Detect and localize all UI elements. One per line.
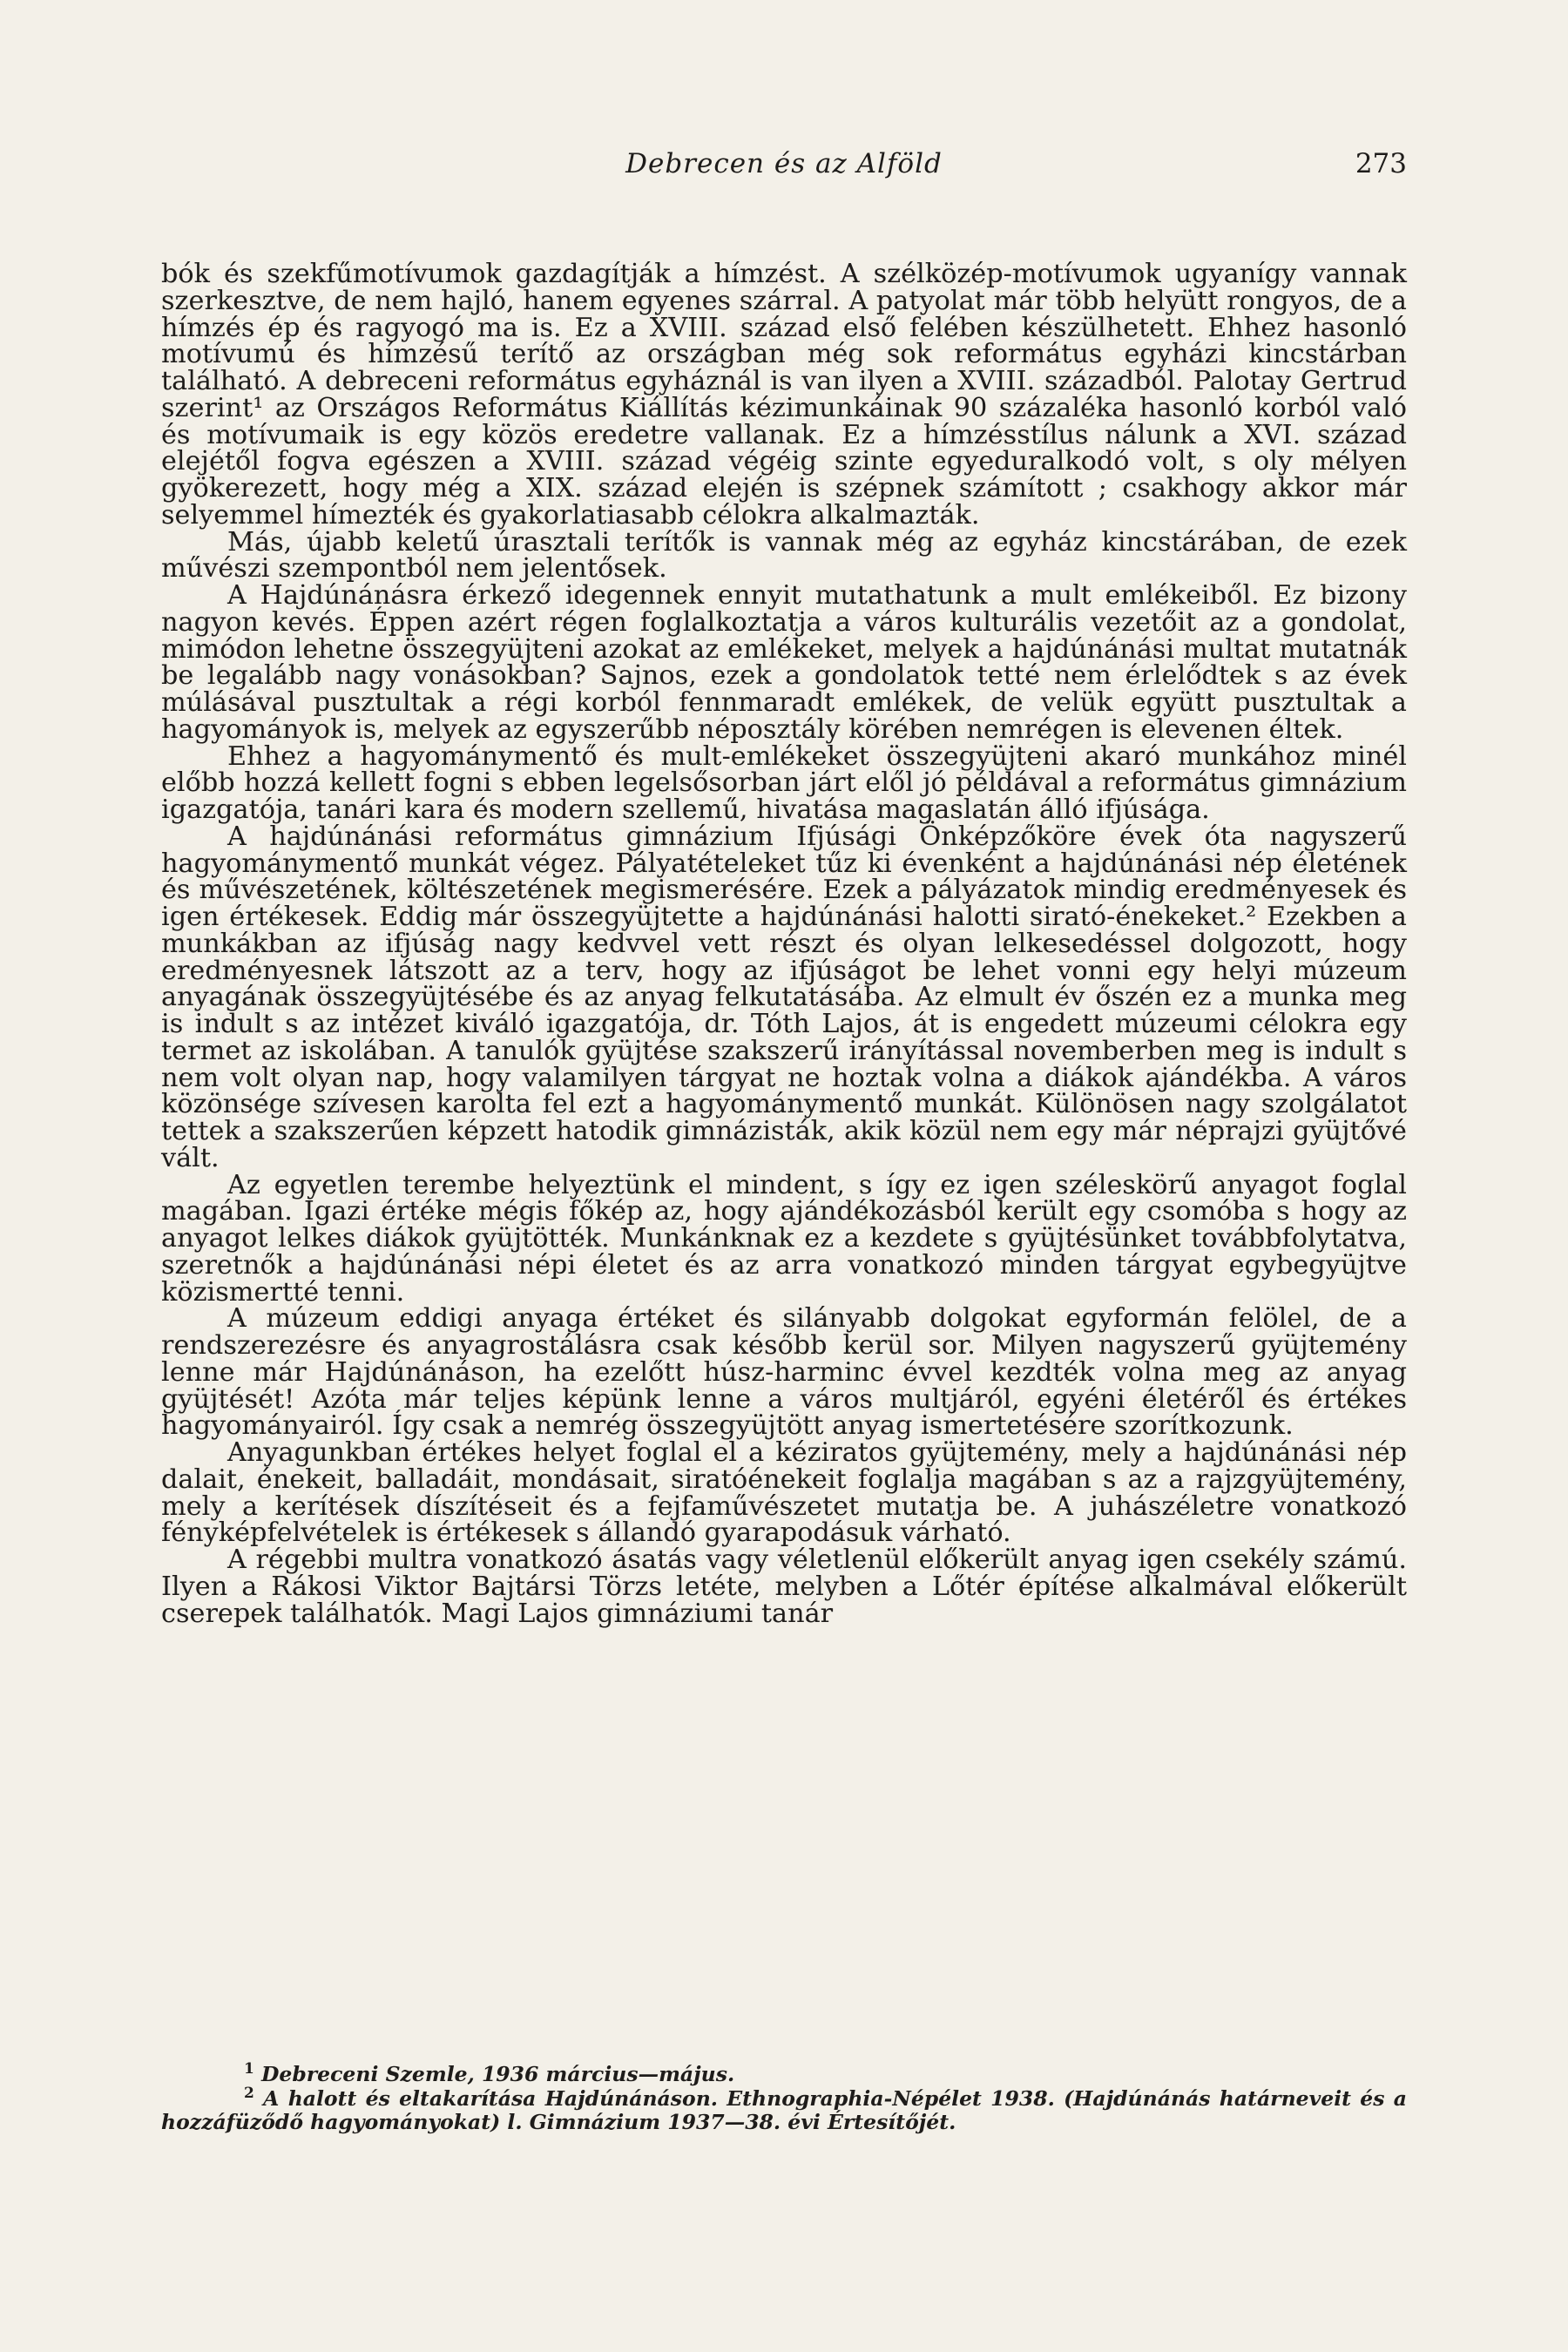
footnote-mark: 1 [244,2060,254,2078]
paragraph: A múzeum eddigi anyaga értéket és silányabb dolgokat egyformán felölel, de a rendszerezésre és anyagrostálásra csak később kerül sor. Milyen nagyszerű gyüjtemény lenne már Hajdúnánáson, ha ezelőtt húsz-harminc évvel kezdték volna meg az anyag gyüjtését! Azóta már teljes képünk lenne a város multjáról, egyéni életéről és értékes hagyományairól. Így csak a nemrég összegyüjtött anyag ismertetésére szorítkozunk. [161,1303,1407,1442]
footnote-text: Debreceni Szemle, 1936 március—május. [261,2062,735,2086]
page-number: 273 [1355,148,1407,179]
paragraph: Az egyetlen terembe helyeztünk el mindent, s így ez igen széleskörű anyagot foglal magában. Igazi értéke mégis főkép az, hogy ajándékozásból került egy csomóba s hogy az anyagot lelkes diákok gyüjtötték. Munkánknak ez a kezdete s gyüjtésünket továbbfolytatva, szeretnők a hajdúnánási népi életet és az arra vonatkozó minden tárgyat egybegyüjtve közismertté tenni. [161,1169,1407,1308]
running-header [161,148,1407,192]
footnote-mark: 2 [244,2084,254,2102]
footnote [161,2060,1407,2087]
footnote-text: A halott és eltakarítása Hajdúnánáson. Ethnographia-Népélet 1938. (Hajdúnánás határneveit és a hozzáfüződő hagyományokat) l. Gimnázium 1937—38. évi Értesítőjét. [161,2085,1407,2134]
footnote [161,2084,1407,2135]
paragraph: Anyagunkban értékes helyet foglal el a kéziratos gyüjtemény, mely a hajdúnánási nép dalait, énekeit, balladáit, mondásait, siratóénekeit foglalja magában s az a rajzgyüjtemény, mely a kerítések díszítéseit és a fejfaművészetet mutatja be. A juhászéletre vonatkozó fényképfelvételek is értékesek s állandó gyarapodásuk várható. [161,1437,1407,1549]
paragraph: A régebbi multra vonatkozó ásatás vagy véletlenül előkerült anyag igen csekély számú. Ilyen a Rákosi Viktor Bajtársi Törzs letéte, melyben a Lőtér építése alkalmával előkerült cserepek találhatók. Magi Lajos gimnáziumi tanár [161,1544,1407,1629]
paragraph: bók és szekfűmotívumok gazdagítják a hímzést. A szélközép-motívumok ugyanígy vannak szerkesztve, de nem hajló, hanem egyenes szárral. A patyolat már több helyütt rongyos, de a hímzés ép és ragyogó ma is. Ez a XVIII. század első felében készülhetett. Ehhez hasonló motívumú és hímzésű terítő az országban még sok református egyházi kincstárban található. A debreceni református egyháznál is van ilyen a XVIII. századból. Palotay Gertrud szerint¹ az Országos Református Kiállítás kézimunkáinak 90 százaléka hasonló korból való és motívumaik is egy közös eredetre vallanak. Ez a hímzésstílus nálunk a XVI. század elejétől fogva egészen a XVIII. század végéig szinte egyeduralkodó volt, s oly mélyen gyökerezett, hogy még a XIX. század elején is szépnek számított ; csakhogy akkor már selyemmel hímezték és gyakorlatiasabb célokra alkalmazták. [161,259,1407,531]
paragraph: A hajdúnánási református gimnázium Ifjúsági Önképzőköre évek óta nagyszerű hagyománymentő munkát végez. Pályatételeket tűz ki évenként a hajdúnánási nép életének és művészetének, költészetének megismerésére. Ezek a pályázatok mindig eredményesek és igen értékesek. Eddig már összegyüjtette a hajdúnánási halotti sirató-énekeket.² Ezekben a munkákban az ifjúság nagy kedvvel vett részt és olyan lelkesedéssel dolgozott, hogy eredményesnek látszott az a terv, hogy az ifjúságot be lehet vonni egy helyi múzeum anyagának összegyüjtésébe és az anyag felkutatásába. Az elmult év őszén ez a munka meg is indult s az intézet kiváló igazgatója, dr. Tóth Lajos, át is engedett múzeumi célokra egy termet az iskolában. A tanulók gyüjtése szakszerű irányítással novemberben meg is indult s nem volt olyan nap, hogy valamilyen tárgyat ne hoztak volna a diákok ajándékba. A város közönsége szívesen karolta fel ezt a hagyománymentő munkát. Különösen nagy szolgálatot tettek a szakszerűen képzett hatodik gimnázisták, akik közül nem egy már néprajzi gyüjtővé vált. [161,821,1407,1173]
body-text [161,261,1407,1627]
paragraph: A Hajdúnánásra érkező idegennek ennyit mutathatunk a mult emlékeiből. Ez bizony nagyon kevés. Éppen azért régen foglalkoztatja a város kulturális vezetőit az a gondolat, mimódon lehetne összegyüjteni azokat az emlékeket, melyek a hajdúnánási multat mutatnák be legalább nagy vonásokban? Sajnos, ezek a gondolatok tetté nem érlelődtek s az évek múlásával pusztultak a régi korból fennmaradt emlékek, de velük együtt pusztultak a hagyományok is, melyek az egyszerűbb néposztály körében nemrégen is elevenen éltek. [161,580,1407,745]
footnotes [161,2060,1407,2135]
paragraph: Más, újabb keletű úrasztali terítők is vannak még az egyház kincstárában, de ezek művészi szempontból nem jelentősek. [161,526,1407,585]
paragraph: Ehhez a hagyománymentő és mult-emlékeket összegyüjteni akaró munkához minél előbb hozzá kellett fogni s ebben legelsősorban járt elől jó példával a református gimnázium igazgatója, tanári kara és modern szellemű, hivatása magaslatán álló ifjúsága. [161,740,1407,825]
running-title: Debrecen és az Alföld [625,148,943,179]
